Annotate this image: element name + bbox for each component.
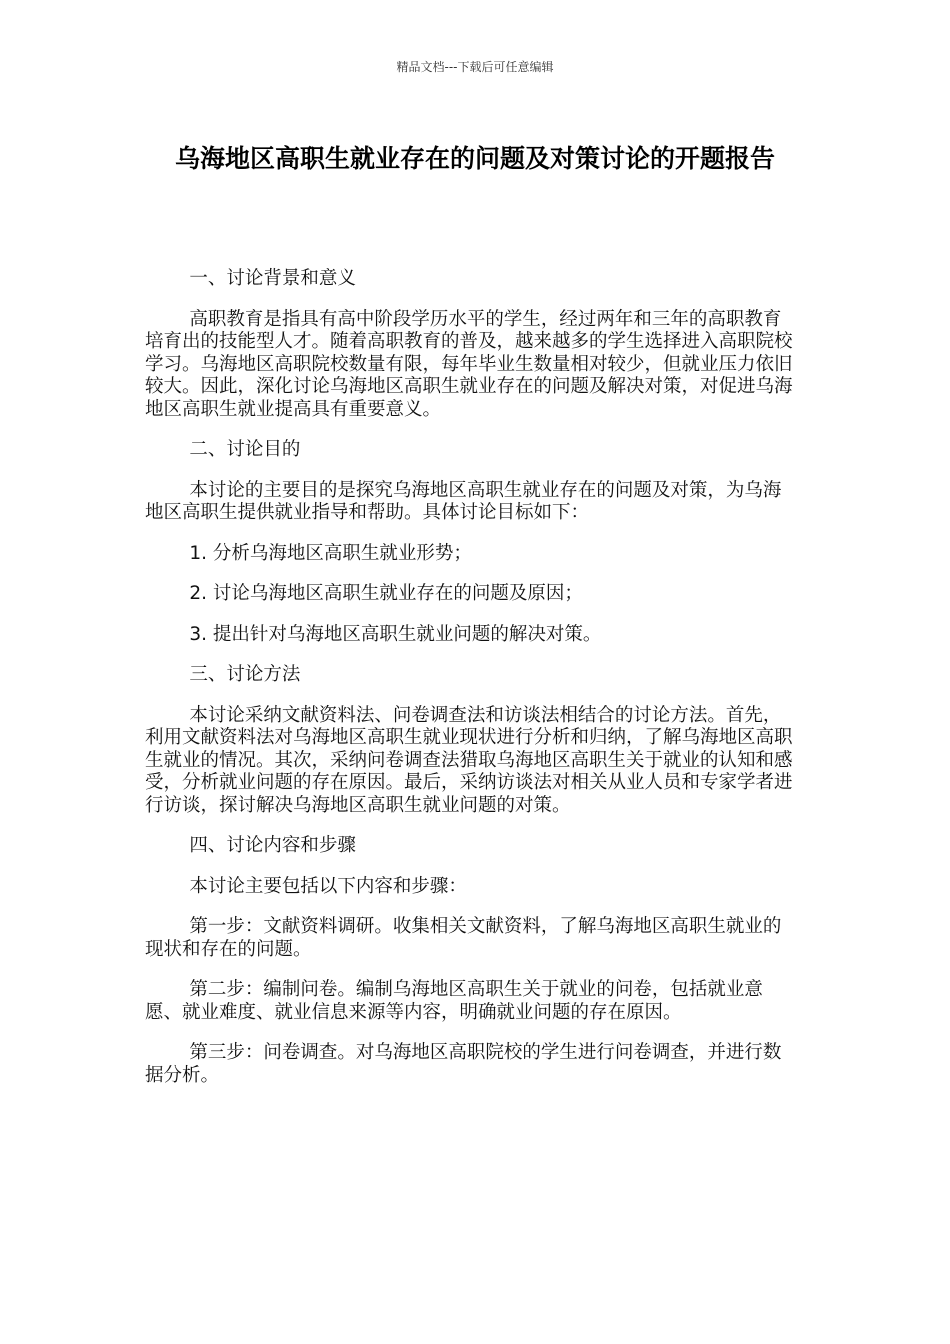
paragraph-method: 本讨论采纳文献资料法、问卷调查法和访谈法相结合的讨论方法。首先，利用文献资料法对乌海地区高职生就业现状进行分析和归纳，了解乌海地区高职生就业的情况。其次，采纳问卷调查法猎取乌海地区高职生关于就业的认知和感受，分析就业问题的存在原因。最后，采纳访谈法对相关从业人员和专家学者进行访谈，探讨解决乌海地区高职生就业问题的对策。	[145, 704, 793, 816]
paragraph-steps-intro: 本讨论主要包括以下内容和步骤：	[189, 875, 467, 897]
document-title: 乌海地区高职生就业存在的问题及对策讨论的开题报告	[174, 144, 775, 173]
section-heading-steps: 四、讨论内容和步骤	[189, 835, 356, 856]
section-heading-method: 三、讨论方法	[189, 664, 301, 685]
list-item-goal-2: 2. 讨论乌海地区高职生就业存在的问题及原因；	[189, 583, 583, 604]
list-item-goal-1: 1. 分析乌海地区高职生就业形势；	[189, 542, 472, 564]
paragraph-step-1: 第一步：文献资料调研。收集相关文献资料，了解乌海地区高职生就业的现状和存在的问题。	[145, 916, 782, 960]
section-heading-background: 一、讨论背景和意义	[189, 268, 356, 289]
list-item-goal-3: 3. 提出针对乌海地区高职生就业问题的解决对策。	[189, 623, 602, 645]
paragraph-background: 高职教育是指具有高中阶段学历水平的学生，经过两年和三年的高职教育培育出的技能型人才。随着高职教育的普及，越来越多的学生选择进入高职院校学习。乌海地区高职院校数量有限，每年毕业生数量相对较少，但就业压力依旧较大。因此，深化讨论乌海地区高职生就业存在的问题及解决对策，对促进乌海地区高职生就业提高具有重要意义。	[145, 308, 793, 420]
paragraph-step-3: 第三步：问卷调查。对乌海地区高职院校的学生进行问卷调查，并进行数据分析。	[145, 1042, 782, 1086]
header-note: 精品文档---下载后可任意编辑	[396, 60, 554, 74]
document-body	[145, 268, 795, 1105]
paragraph-step-2: 第二步：编制问卷。编制乌海地区高职生关于就业的问卷，包括就业意愿、就业难度、就业信息来源等内容，明确就业问题的存在原因。	[145, 979, 763, 1023]
section-heading-purpose: 二、讨论目的	[189, 439, 301, 460]
paragraph-purpose: 本讨论的主要目的是探究乌海地区高职生就业存在的问题及对策，为乌海地区高职生提供就业指导和帮助。具体讨论目标如下：	[145, 479, 782, 523]
